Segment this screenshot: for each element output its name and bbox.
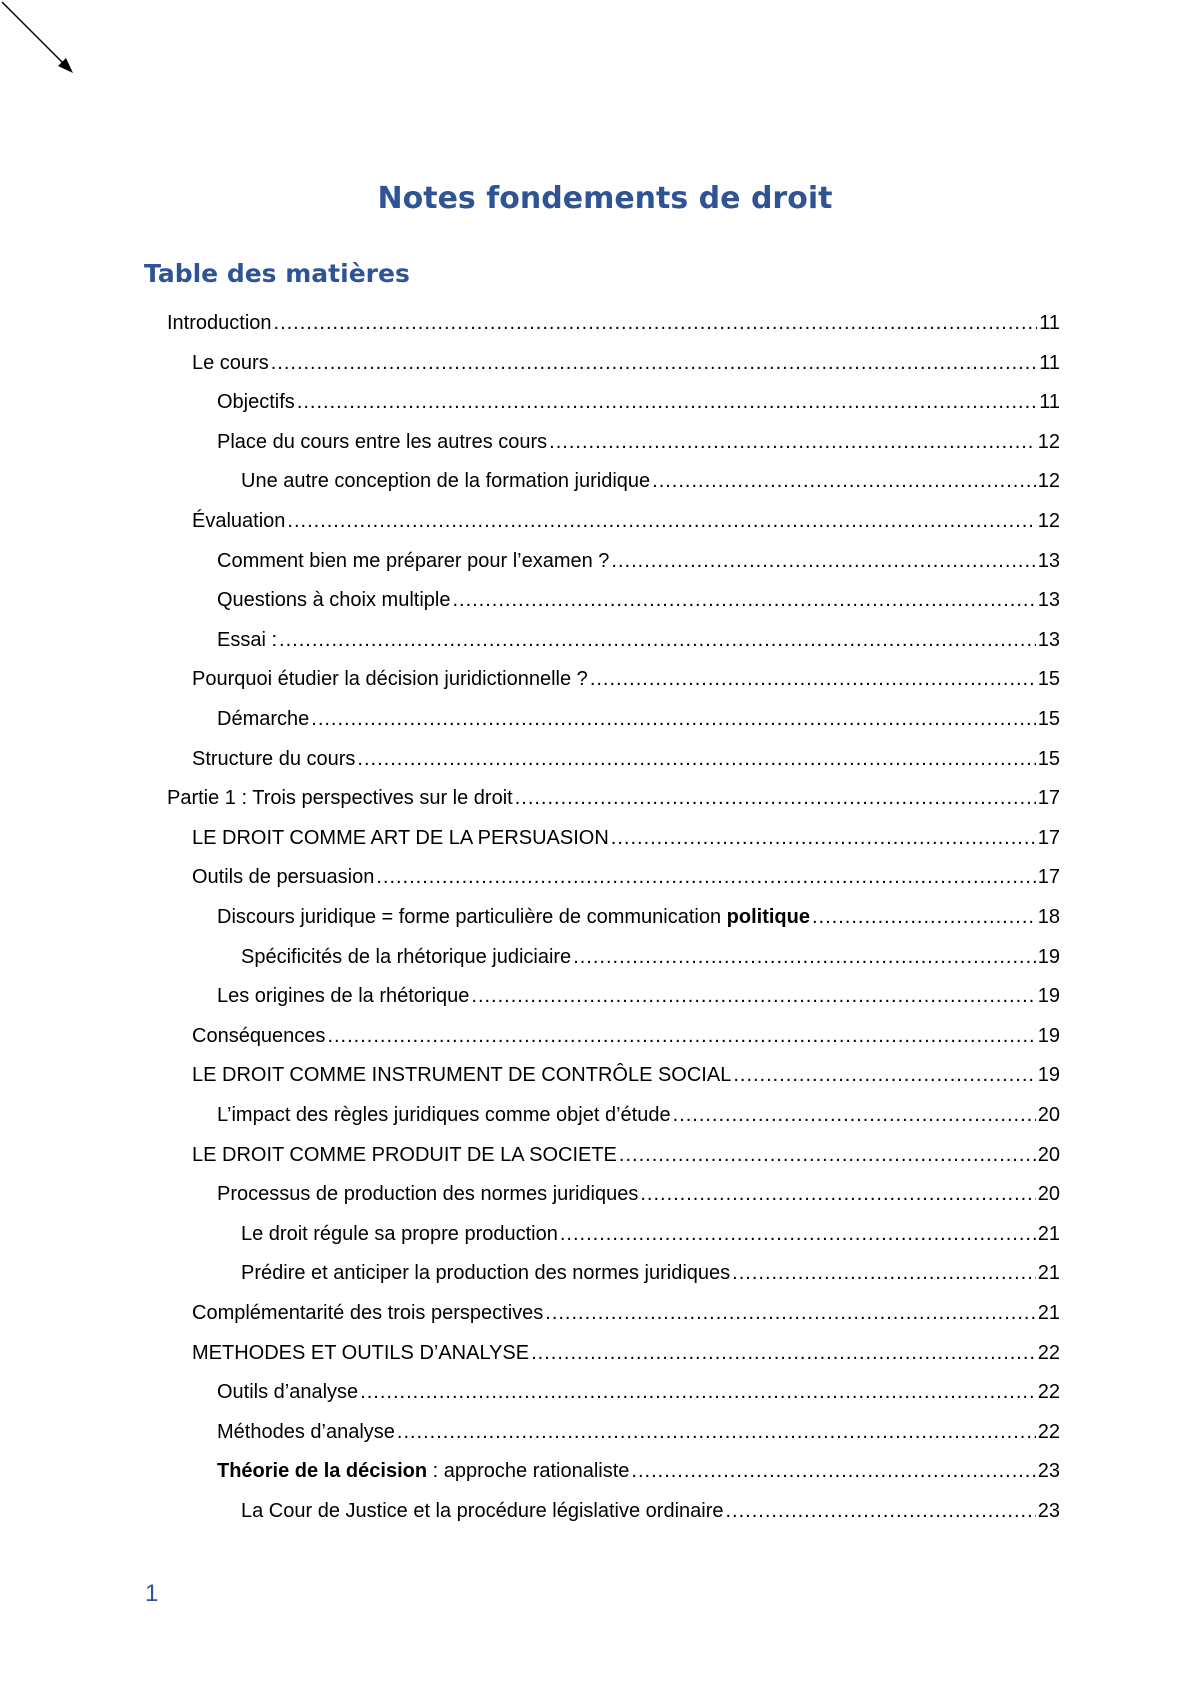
toc-entry-label xyxy=(217,1417,395,1447)
toc-entry-label xyxy=(167,783,513,813)
toc-entry[interactable] xyxy=(192,506,1060,536)
toc-entry[interactable] xyxy=(192,823,1060,853)
toc-dot-leader xyxy=(327,1021,1035,1051)
toc-entry-page: 23 xyxy=(1037,1460,1060,1483)
toc-dot-leader xyxy=(471,981,1035,1011)
document-title: Notes fondements de droit xyxy=(377,181,833,217)
toc-entry-page: 20 xyxy=(1037,1143,1060,1166)
toc-dot-leader xyxy=(452,585,1035,615)
toc-entry-text: Processus de production des normes juridiques xyxy=(217,1183,639,1206)
toc-entry[interactable] xyxy=(192,348,1060,378)
toc-entry[interactable] xyxy=(192,744,1060,774)
toc-entry[interactable] xyxy=(192,1060,1060,1090)
toc-entry-label xyxy=(192,862,374,892)
toc-entry-label xyxy=(192,506,285,536)
toc-entry[interactable] xyxy=(217,1377,1060,1407)
toc-dot-leader xyxy=(673,1100,1036,1130)
toc-entry-page: 12 xyxy=(1037,470,1060,493)
toc-entry-text: Discours juridique = forme particulière de communication xyxy=(217,906,727,928)
toc-entry-label xyxy=(217,704,309,734)
toc-dot-leader xyxy=(531,1338,1036,1368)
toc-entry[interactable] xyxy=(217,585,1060,615)
toc-entry-text: Partie 1 : Trois perspectives sur le droit xyxy=(167,787,513,810)
toc-entry-text: Essai : xyxy=(217,628,278,651)
toc-dot-leader xyxy=(590,664,1036,694)
toc-entry-text: Le droit régule sa propre production xyxy=(241,1222,558,1245)
toc-entry-label xyxy=(217,981,469,1011)
toc-entry-text: Les origines de la rhétorique xyxy=(217,985,470,1008)
toc-dot-leader xyxy=(271,348,1038,378)
toc-entry-text: L’impact des règles juridiques comme objet d’étude xyxy=(217,1104,671,1126)
toc-entry-label xyxy=(217,1377,358,1407)
toc-dot-leader xyxy=(311,704,1035,734)
toc-entry-text: Une autre conception de la formation juridique xyxy=(241,470,651,493)
toc-entry[interactable] xyxy=(241,1258,1060,1288)
toc-entry-label xyxy=(217,387,295,417)
toc-entry-text: Spécificités de la rhétorique judiciaire xyxy=(241,945,572,968)
toc-dot-leader xyxy=(812,902,1036,932)
toc-dot-leader xyxy=(631,1456,1035,1486)
toc-dot-leader xyxy=(376,862,1035,892)
toc-dot-leader xyxy=(274,308,1038,338)
toc-entry-page: 22 xyxy=(1037,1341,1060,1364)
toc-entry-page: 19 xyxy=(1037,985,1060,1008)
toc-entry[interactable] xyxy=(167,783,1060,813)
toc-entry-page: 19 xyxy=(1037,1064,1060,1087)
toc-entry-page: 13 xyxy=(1037,628,1060,651)
toc-dot-leader xyxy=(573,942,1036,972)
toc-entry-text: Pourquoi étudier la décision juridictionnelle ? xyxy=(192,668,588,691)
toc-entry-page: 13 xyxy=(1037,549,1060,572)
toc-entry-label xyxy=(192,1021,325,1051)
toc-entry-text: Questions à choix multiple xyxy=(217,589,451,612)
toc-entry-page: 23 xyxy=(1037,1500,1060,1522)
toc-entry-label xyxy=(192,823,609,853)
toc-dot-leader xyxy=(726,1496,1036,1526)
toc-entry[interactable] xyxy=(192,862,1060,892)
toc-entry-text: Comment bien me préparer pour l’examen ? xyxy=(217,549,610,572)
toc-entry[interactable] xyxy=(192,1021,1060,1051)
toc-entry-text: Structure du cours xyxy=(192,747,356,770)
toc-entry-label xyxy=(217,546,609,576)
toc-entry-page: 22 xyxy=(1037,1381,1060,1404)
toc-entry-bold-text: politique xyxy=(726,906,810,928)
toc-entry-page: 21 xyxy=(1037,1262,1060,1285)
toc-entry-text: Outils de persuasion xyxy=(192,866,375,889)
toc-entry[interactable] xyxy=(192,1298,1060,1328)
toc-entry-label xyxy=(167,308,272,338)
toc-entry-label xyxy=(241,1496,724,1526)
toc-dot-leader xyxy=(732,1258,1036,1288)
toc-entry[interactable] xyxy=(217,546,1060,576)
toc-entry-text: Prédire et anticiper la production des normes juridiques xyxy=(241,1262,731,1285)
toc-entry-label xyxy=(217,625,277,655)
toc-dot-leader xyxy=(611,546,1035,576)
toc-heading: Table des matières xyxy=(144,258,410,288)
toc-entry-page: 15 xyxy=(1037,708,1060,730)
toc-entry-text: Introduction xyxy=(167,312,272,334)
toc-entry[interactable] xyxy=(241,1219,1060,1249)
toc-entry-label xyxy=(241,942,571,972)
toc-entry[interactable] xyxy=(217,981,1060,1011)
toc-entry-page: 17 xyxy=(1037,787,1060,810)
toc-entry-text: Place du cours entre les autres cours xyxy=(217,430,548,453)
toc-entry-text: Démarche xyxy=(217,708,310,730)
toc-entry[interactable] xyxy=(241,942,1060,972)
toc-dot-leader xyxy=(611,823,1036,853)
toc-entry-page: 21 xyxy=(1037,1302,1060,1324)
toc-entry[interactable] xyxy=(167,308,1060,338)
toc-entry-text: LE DROIT COMME INSTRUMENT DE CONTRÔLE SOCIAL xyxy=(192,1064,732,1087)
toc-entry[interactable] xyxy=(192,1140,1060,1170)
toc-entry-text: METHODES ET OUTILS D’ANALYSE xyxy=(192,1341,530,1364)
toc-entry-label xyxy=(192,664,588,694)
toc-entry[interactable] xyxy=(192,1338,1060,1368)
toc-entry-page: 17 xyxy=(1037,866,1060,889)
toc-entry[interactable] xyxy=(217,1179,1060,1209)
toc-entry-label xyxy=(241,1219,558,1249)
toc-entry[interactable] xyxy=(217,902,1060,932)
toc-dot-leader xyxy=(733,1060,1035,1090)
toc-entry-page: 15 xyxy=(1037,747,1060,770)
toc-entry-label xyxy=(217,1456,629,1486)
toc-entry-page: 12 xyxy=(1037,430,1060,453)
toc-entry[interactable] xyxy=(217,1456,1060,1486)
toc-entry-label xyxy=(217,585,450,615)
toc-dot-leader xyxy=(279,625,1036,655)
toc-entry-page: 22 xyxy=(1037,1420,1060,1443)
toc-entry-page: 11 xyxy=(1039,312,1060,334)
toc-entry-label xyxy=(217,902,810,932)
toc-entry-label xyxy=(217,427,547,457)
toc-entry-text: Conséquences xyxy=(192,1024,326,1047)
toc-entry[interactable] xyxy=(217,1100,1060,1130)
toc-dot-leader xyxy=(652,466,1036,496)
toc-dot-leader xyxy=(515,783,1036,813)
toc-entry-text: LE DROIT COMME PRODUIT DE LA SOCIETE xyxy=(192,1143,617,1166)
toc-entry-page: 20 xyxy=(1037,1104,1060,1126)
toc-entry-text: LE DROIT COMME ART DE LA PERSUASION xyxy=(192,826,609,849)
toc-entry-label xyxy=(241,466,650,496)
toc-dot-leader xyxy=(287,506,1035,536)
toc-dot-leader xyxy=(640,1179,1035,1209)
toc-entry[interactable] xyxy=(192,664,1060,694)
toc-dot-leader xyxy=(545,1298,1035,1328)
toc-entry[interactable] xyxy=(241,1496,1060,1526)
toc-entry-text: Méthodes d’analyse xyxy=(217,1420,395,1443)
toc-entry-page: 11 xyxy=(1039,391,1060,414)
toc-entry-page: 21 xyxy=(1037,1222,1060,1245)
toc-entry[interactable] xyxy=(217,427,1060,457)
toc-entry-page: 13 xyxy=(1037,589,1060,612)
toc-dot-leader xyxy=(560,1219,1036,1249)
toc-entry-bold-text: Théorie de la décision xyxy=(217,1460,428,1483)
toc-entry-page: 19 xyxy=(1037,945,1060,968)
toc-dot-leader xyxy=(549,427,1036,457)
toc-entry-text: Complémentarité des trois perspectives xyxy=(192,1302,544,1324)
toc-entry-page: 20 xyxy=(1037,1183,1060,1206)
toc-entry-text: La Cour de Justice et la procédure législative ordinaire xyxy=(241,1500,724,1522)
toc-dot-leader xyxy=(357,744,1035,774)
toc-dot-leader xyxy=(360,1377,1036,1407)
toc-entry-label xyxy=(192,1298,543,1328)
toc-entry-label xyxy=(217,1179,638,1209)
cursor-arrow-icon xyxy=(0,0,80,80)
toc-entry[interactable] xyxy=(241,466,1060,496)
toc-entry-label xyxy=(192,1140,617,1170)
toc-entry-page: 12 xyxy=(1037,510,1060,532)
toc-entry-page: 19 xyxy=(1037,1024,1060,1047)
toc-entry[interactable] xyxy=(217,625,1060,655)
toc-entry-label xyxy=(241,1258,730,1288)
toc-entry-label xyxy=(192,744,355,774)
toc-entry[interactable] xyxy=(217,1417,1060,1447)
toc-entry-text: Le cours xyxy=(192,351,269,374)
toc-entry[interactable] xyxy=(217,387,1060,417)
toc-dot-leader xyxy=(619,1140,1036,1170)
toc-entry-page: 11 xyxy=(1039,351,1060,374)
toc-entry-page: 17 xyxy=(1037,826,1060,849)
toc-dot-leader xyxy=(297,387,1037,417)
toc-entry-page: 18 xyxy=(1037,906,1060,928)
toc-entry-label xyxy=(192,1338,529,1368)
toc-entry-label xyxy=(192,348,269,378)
toc-entry-text: Outils d’analyse xyxy=(217,1381,359,1404)
toc-dot-leader xyxy=(397,1417,1036,1447)
toc-entry-text: : approche rationaliste xyxy=(427,1460,630,1483)
page-number: 1 xyxy=(145,1580,159,1607)
toc-entry-text: Évaluation xyxy=(192,510,286,532)
toc-entry-label xyxy=(192,1060,731,1090)
toc-entry-page: 15 xyxy=(1037,668,1060,691)
toc-entry-label xyxy=(217,1100,671,1130)
toc-entry[interactable] xyxy=(217,704,1060,734)
toc-entry-text: Objectifs xyxy=(217,391,295,414)
